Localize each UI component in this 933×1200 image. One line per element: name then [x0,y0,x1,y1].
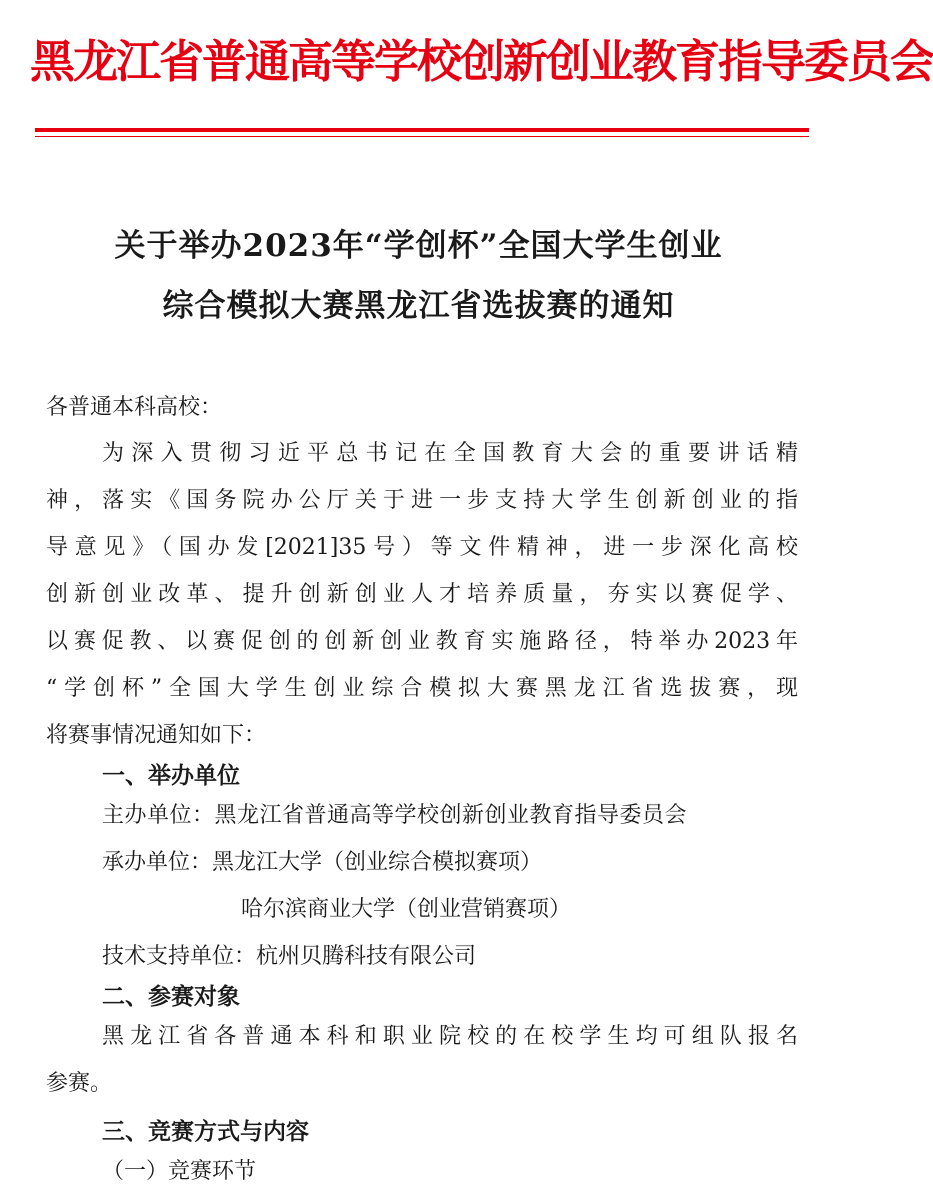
section-heading-participants: 二、参赛对象 [102,984,240,1010]
organizer-unit-1: 承办单位：黑龙江大学（创业综合模拟赛项） [102,850,543,875]
host-unit: 主办单位：黑龙江省普通高等学校创新创业教育指导委员会 [102,803,688,828]
intro-line: 将赛事情况通知如下： [46,723,267,748]
intro-line: 为深入贯彻习近平总书记在全国教育大会的重要讲话精 [102,441,798,466]
document-title-line1: 关于举办2023年“学创杯”全国大学生创业 [114,228,723,264]
masthead-rule-thin [35,136,809,137]
masthead-rule-thick [35,128,809,132]
salutation: 各普通本科高校： [46,395,223,420]
intro-line: 以赛促教、以赛促创的创新创业教育实施路径，特举办2023年 [46,629,798,654]
participants-line: 参赛。 [46,1071,113,1096]
intro-line: “学创杯”全国大学生创业综合模拟大赛黑龙江省选拔赛，现 [46,676,798,701]
subsection-heading-stages: （一）竞赛环节 [102,1159,257,1184]
participants-line: 黑龙江省各普通本科和职业院校的在校学生均可组队报名 [102,1024,798,1049]
intro-line: 神，落实《国务院办公厅关于进一步支持大学生创新创业的指 [46,488,798,513]
section-heading-competition: 三、竞赛方式与内容 [102,1119,309,1145]
organizer-unit-2: 哈尔滨商业大学（创业营销赛项） [241,897,572,922]
tech-support-unit: 技术支持单位：杭州贝腾科技有限公司 [102,944,477,969]
intro-line: 导意见》（国办发[2021]35号）等文件精神，进一步深化高校 [46,535,798,560]
document-title-line2: 综合模拟大赛黑龙江省选拔赛的通知 [162,288,675,324]
section-heading-organizers: 一、举办单位 [102,763,240,789]
masthead-organization: 黑龙江省普通高等学校创新创业教育指导委员会 [30,35,933,88]
intro-line: 创新创业改革、提升创新创业人才培养质量，夯实以赛促学、 [46,582,798,607]
